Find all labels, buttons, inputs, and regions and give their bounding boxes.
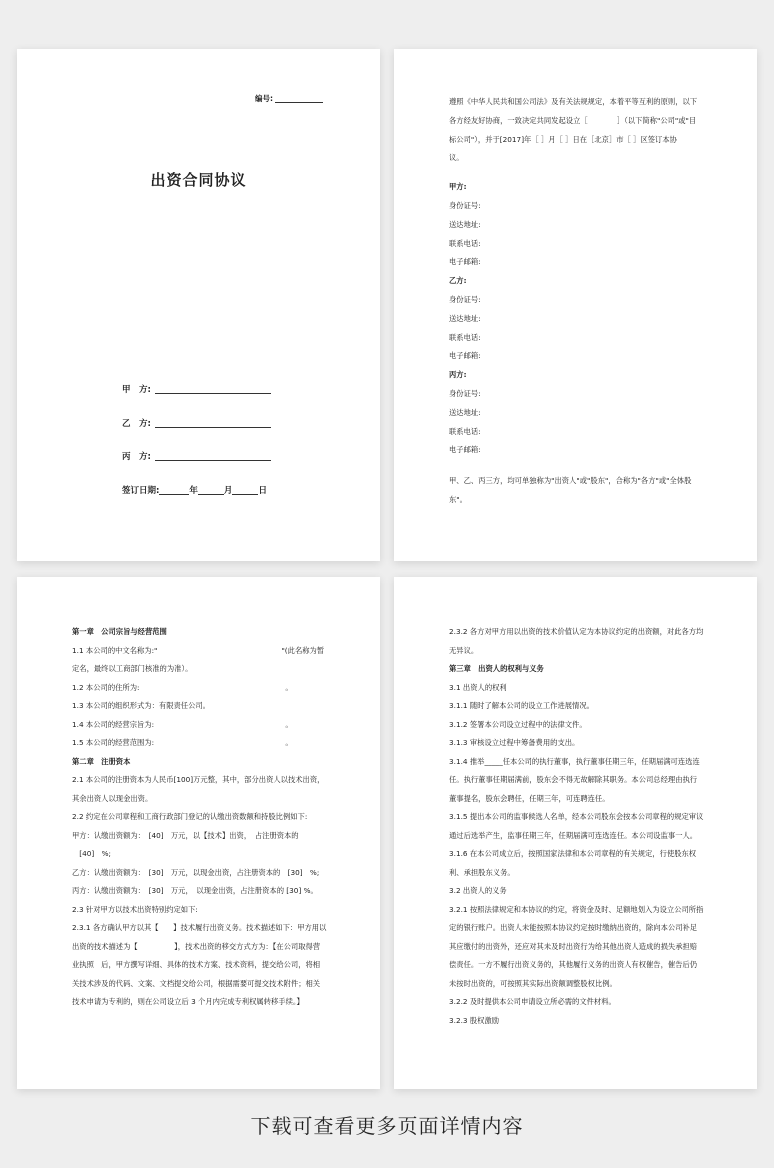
party-c-blank <box>155 460 271 461</box>
clause-line: 2.3 针对甲方以技术出资特别约定如下: <box>72 904 198 914</box>
party-a-line <box>122 383 271 395</box>
month-label: 月 <box>223 486 233 496</box>
clause-line: 3.2.3 股权激励 <box>449 1015 500 1025</box>
clause-line: 通过后选举产生，监事任期三年，任期届满可连选连任。本公司设监事一人。 <box>449 830 698 840</box>
clause-line: 3.2 出资人的义务 <box>449 886 507 895</box>
clause-line: 3.1.4 推举_____任本公司的执行董事，执行董事任期三年，任期届满可连选连 <box>449 756 700 766</box>
clause-line: 3.1.1 随时了解本公司的设立工作进展情况。 <box>449 701 594 710</box>
party-a-heading: 甲方: <box>449 182 467 192</box>
party-c-heading: 丙方: <box>449 370 467 380</box>
party-c-address: 送达地址: <box>449 407 481 417</box>
party-b-id: 身份证号: <box>449 294 481 304</box>
contract-number <box>255 93 323 104</box>
clause-line: 丙方：认缴出资额为： [30] 万元， 以现金出资，占注册资本的 [30] %。 <box>72 886 318 895</box>
party-b-address: 送达地址: <box>449 313 481 323</box>
party-c-label: 丙 方: <box>122 452 151 462</box>
sign-date <box>122 484 267 496</box>
clause-line: 定的银行账户。出资人未能按照本协议约定按时缴纳出资的，除向本公司补足 <box>449 923 698 932</box>
clause-line: 3.1.3 审核设立过程中筹备费用的支出。 <box>449 738 580 747</box>
party-c-id: 身份证号: <box>449 388 481 398</box>
contract-number-line <box>275 102 323 103</box>
clause-line: [40] %; <box>72 849 111 858</box>
contract-number-label: 编号: <box>255 94 273 103</box>
clause-line: 技术申请为专利的，则在公司设立后 3 个月内完成专利权属转移手续。】 <box>72 997 304 1006</box>
clause-line: 董事提名，股东会聘任，任期三年，可连聘连任。 <box>449 793 610 803</box>
clause-line: 3.1.6 在本公司成立后，按照国家法律和本公司章程的有关规定，行使股东权 <box>449 849 697 858</box>
chapter-heading: 第三章 出资人的权利与义务 <box>449 664 544 673</box>
clause-line: 未按时出资的，可按照其实际出资额调整股权比例。 <box>449 978 617 988</box>
download-prompt: 下载可查看更多页面详情内容 <box>250 1114 524 1138</box>
party-a-phone: 联系电话: <box>449 238 481 248</box>
clause-line: 定名，最终以工商部门核准的为准）。 <box>72 664 193 673</box>
clause-line: 1.1 本公司的中文名称为:" "(此名称为暂 <box>72 645 325 655</box>
party-c-phone: 联系电话: <box>449 426 481 436</box>
preamble-line: 各方经友好协商，一致决定共同发起设立［ ］（以下简称"公司"或"目 <box>449 115 697 125</box>
clause-line: 乙方：认缴出资额为： [30] 万元，以现金出资，占注册资本的 [30] %; <box>72 867 320 877</box>
party-c-line <box>122 450 271 462</box>
document-title: 出资合同协议 <box>150 171 247 189</box>
month-blank <box>198 494 224 495</box>
preamble-line: 遵照《中华人民共和国公司法》及有关法规规定，本着平等互利的原则，以下 <box>449 97 698 106</box>
page3-body <box>72 623 342 1012</box>
clause-line: 2.2 约定在公司章程和工商行政部门登记的认缴出资数额和持股比例如下: <box>72 812 308 821</box>
clause-line: 其应缴付的出资外，还应对其未及时出资行为给其他出资人造成的损失承担赔 <box>449 941 698 951</box>
closing-line: 东"。 <box>449 494 467 504</box>
clause-line: 1.3 本公司的组织形式为：有限责任公司。 <box>72 701 210 710</box>
closing-line: 甲、乙、丙三方，均可单独称为"出资人"或"股东"，合称为"各方"或"全体股 <box>449 476 692 486</box>
party-c-email: 电子邮箱: <box>449 445 481 455</box>
party-a-id: 身份证号: <box>449 200 481 210</box>
party-b-email: 电子邮箱: <box>449 351 481 361</box>
party-b-line <box>122 417 271 429</box>
party-a-email: 电子邮箱: <box>449 257 481 267</box>
party-b-heading: 乙方: <box>449 276 467 286</box>
page-chapter-1-2 <box>17 577 380 1089</box>
chapter-heading: 第二章 注册资本 <box>72 756 131 766</box>
clause-line: 其余出资人以现金出资。 <box>72 793 153 803</box>
clause-line: 3.2.2 及时提供本公司申请设立所必需的文件材料。 <box>449 997 616 1006</box>
page-chapter-3 <box>394 577 757 1089</box>
party-a-address: 送达地址: <box>449 219 481 229</box>
clause-line: 3.1.2 签署本公司设立过程中的法律文件。 <box>449 719 587 729</box>
page-parties <box>394 49 757 561</box>
party-a-label: 甲 方: <box>122 385 151 395</box>
clause-line: 1.4 本公司的经营宗旨为: 。 <box>72 719 293 729</box>
clause-line: 任。执行董事任期届满前，股东会不得无故解除其职务。本公司总经理由执行 <box>449 775 698 784</box>
party-b-blank <box>155 427 271 428</box>
clause-line: 无异议。 <box>449 645 479 655</box>
year-label: 年 <box>189 486 198 496</box>
spacer <box>449 168 714 178</box>
clause-line: 2.3.1 各方确认甲方以其【 】技术履行出资义务。技术描述如下：甲方用以 <box>72 923 327 932</box>
party-a-blank <box>155 393 271 394</box>
page4-body <box>449 623 719 1030</box>
clause-line: 关技术涉及的代码、文案、文档提交给公司，根据需要可提交技术附件；相关 <box>72 978 321 988</box>
preamble <box>449 93 714 510</box>
clause-line: 2.3.2 各方对甲方用以出资的技术价值认定为本协议约定的出资额，对此各方均 <box>449 627 704 636</box>
day-label: 日 <box>258 486 267 496</box>
chapter-heading: 第一章 公司宗旨与经营范围 <box>72 627 167 636</box>
clause-line: 2.1 本公司的注册资本为人民币[100]万元整，其中，部分出资人以技术出资， <box>72 775 325 784</box>
clause-line: 3.1 出资人的权利 <box>449 682 507 692</box>
clause-line: 3.1.5 提出本公司的监事候选人名单，经本公司股东会按本公司章程的规定审议 <box>449 812 704 821</box>
clause-line: 1.5 本公司的经营范围为: 。 <box>72 738 293 747</box>
clause-line: 出资的技术描述为【 】，技术出资的移交方式方为：【在公司取得营 <box>72 941 321 951</box>
page-cover <box>17 49 380 561</box>
clause-line: 业执照 后，甲方撰写详细、具体的技术方案、技术资料，提交给公司，将相 <box>72 960 321 969</box>
day-blank <box>232 494 258 495</box>
clause-line: 利、承担股东义务。 <box>449 867 515 877</box>
clause-line: 1.2 本公司的住所为: 。 <box>72 682 293 692</box>
party-b-label: 乙 方: <box>122 419 151 429</box>
sign-date-label: 签订日期: <box>122 486 160 496</box>
year-blank <box>159 494 189 495</box>
clause-line: 3.2.1 按照法律规定和本协议的约定，将资金及时、足额地划入为设立公司所指 <box>449 904 704 914</box>
spacer <box>449 460 714 472</box>
clause-line: 甲方：认缴出资额为： [40] 万元，以【技术】出资， 占注册资本的 <box>72 830 299 840</box>
clause-line: 偿责任。一方不履行出资义务的，其他履行义务的出资人有权催告，催告后仍 <box>449 960 698 969</box>
preamble-line: 标公司"），并于[2017]年［ ］月［ ］日在［北京］市［ ］区签订本协 <box>449 134 677 144</box>
preamble-line: 议。 <box>449 153 464 163</box>
party-b-phone: 联系电话: <box>449 332 481 342</box>
